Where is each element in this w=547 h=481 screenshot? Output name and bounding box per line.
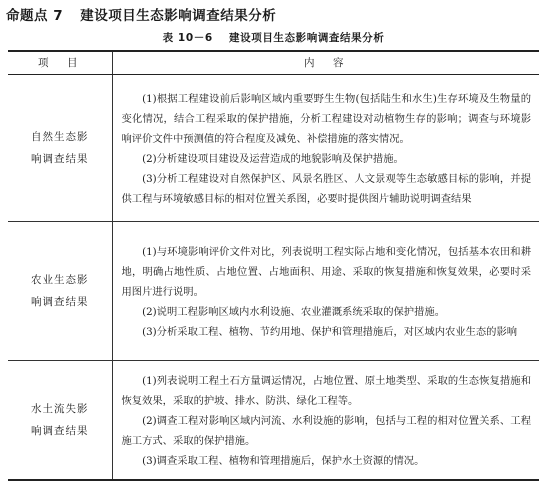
header-content: 内 容	[112, 51, 539, 75]
row-item-cell	[8, 361, 112, 481]
row-item-line: 农业生态影	[31, 274, 89, 286]
content-paragraph: (1)列表说明工程土石方量调运情况，占地位置、原土地类型、采取的生态恢复措施和恢复效果，采取的护坡、排水、防洪、绿化工程等。	[121, 375, 531, 407]
section-title: 建设项目生态影响调查结果分析	[80, 8, 277, 24]
row-item-line: 响调查结果	[31, 425, 89, 437]
content-paragraph: (1)根据工程建设前后影响区域内重要野生生物(包括陆生和水生)生存环境及生物量的变化情况，结合工程采取的保护措施，分析工程建设对动植物生存的影响；调查与环境影响评价文件中预测值的符合程度及减免、补偿措施的落实情况。	[121, 93, 531, 145]
row-item-cell	[8, 75, 112, 222]
content-paragraph: (2)调查工程对影响区域内河流、水利设施的影响，包括与工程的相对位置关系、工程施工方式、采取的保护措施。	[121, 415, 531, 447]
row-item-line: 响调查结果	[31, 153, 89, 165]
table-title: 建设项目生态影响调查结果分析	[229, 32, 385, 44]
table-header-row	[8, 51, 539, 75]
table-row	[8, 75, 539, 222]
content-paragraph: (3)分析工程建设对自然保护区、风景名胜区、人文景观等生态敏感目标的影响，并提供工程与环境敏感目标的相对位置关系图，必要时提供图片辅助说明调查结果	[121, 173, 531, 205]
content-paragraph: (3)调查采取工程、植物和管理措施后，保护水土资源的情况。	[142, 455, 425, 467]
content-paragraph: (2)分析建设项目建设及运营造成的地貌影响及保护措施。	[142, 153, 404, 165]
content-paragraph: (3)分析采取工程、植物、节约用地、保护和管理措施后，对区域内农业生态的影响	[142, 326, 518, 338]
row-item-line: 响调查结果	[31, 296, 89, 308]
table-row	[8, 222, 539, 361]
table-caption	[0, 30, 547, 45]
row-item-line: 水土流失影	[31, 403, 89, 415]
table-row	[8, 361, 539, 481]
row-content-cell	[112, 75, 539, 222]
content-paragraph: (1)与环境影响评价文件对比，列表说明工程实际占地和变化情况，包括基本农田和耕地，明确占地性质、占地位置、占地面积、用途、采取的恢复措施和恢复效果，必要时采用图片进行说明。	[121, 246, 531, 298]
section-label: 命题点 7	[6, 8, 64, 24]
row-item-cell	[8, 222, 112, 361]
section-heading	[6, 4, 276, 24]
row-content-cell	[112, 222, 539, 361]
content-paragraph: (2)说明工程影响区域内水利设施、农业灌溉系统采取的保护措施。	[142, 306, 445, 318]
results-table	[8, 50, 539, 481]
row-content-cell	[112, 361, 539, 481]
table-number: 表 10－6	[162, 32, 213, 44]
row-item-line: 自然生态影	[31, 131, 89, 143]
header-item: 项 目	[8, 51, 112, 75]
